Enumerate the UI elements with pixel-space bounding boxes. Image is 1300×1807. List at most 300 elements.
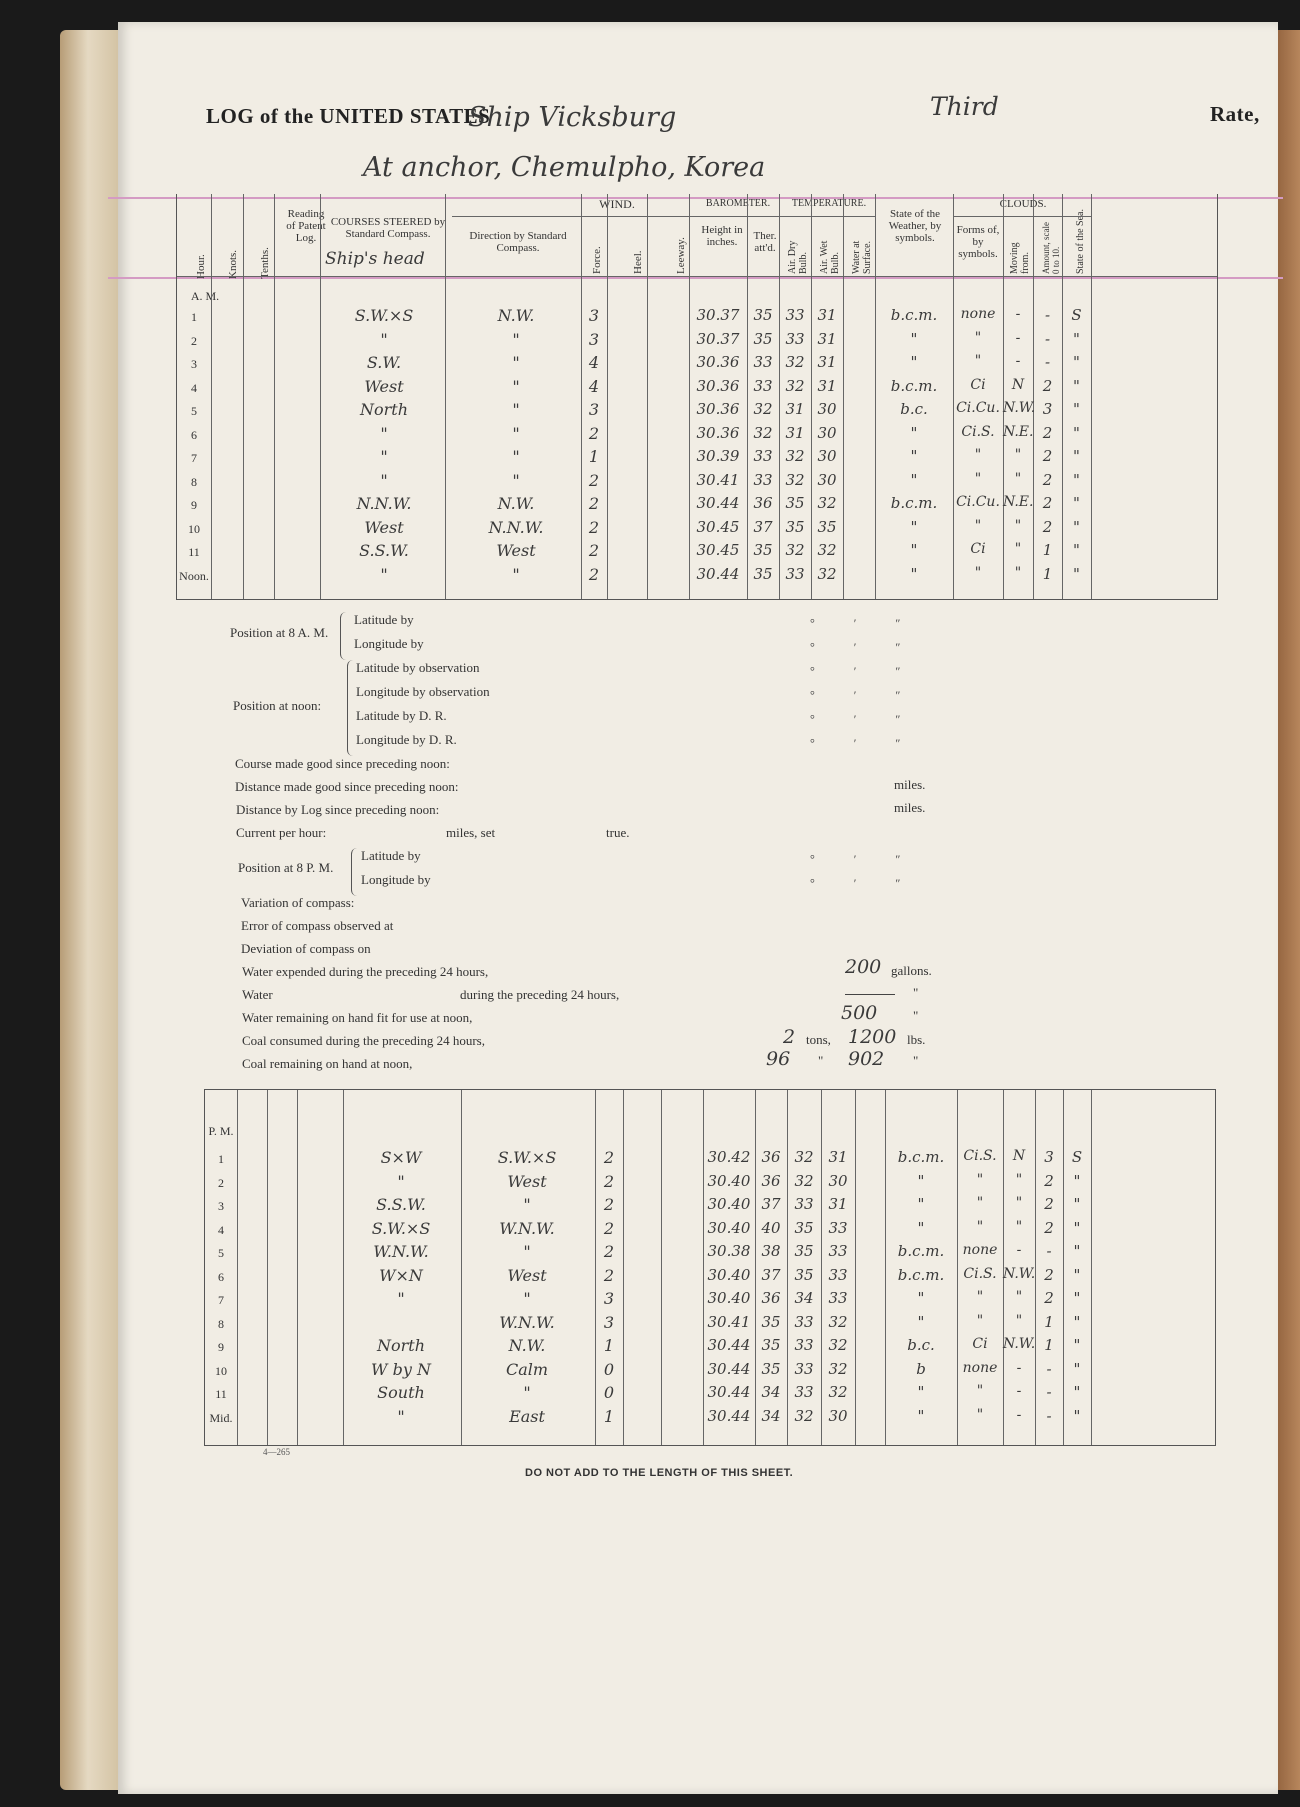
table-column-rule	[623, 1090, 624, 1445]
coal-remaining-lbs-ditto: "	[913, 1053, 919, 1068]
col-sea-header: State of the Sea.	[1075, 209, 1086, 274]
cell-moving: "	[1015, 1171, 1023, 1188]
cell-wet: 32	[828, 1383, 848, 1401]
table-column-rule	[843, 194, 844, 599]
cell-wet: 33	[828, 1265, 848, 1284]
cell-dry: 32	[785, 353, 805, 371]
cell-amount: 3	[1044, 1148, 1054, 1166]
cell-wind: East	[509, 1406, 545, 1426]
cell-wet: 31	[828, 1195, 848, 1213]
cell-height: 30.36	[696, 400, 740, 418]
cell-wet: 35	[817, 517, 837, 536]
cell-hour: 5	[218, 1246, 224, 1260]
cell-hour: Mid.	[209, 1410, 233, 1425]
cell-wind: S.W.×S	[497, 1148, 557, 1167]
cell-weather: "	[917, 1312, 925, 1331]
cell-amount: 2	[1044, 1195, 1054, 1213]
cell-hour: 7	[218, 1293, 224, 1307]
cell-height: 30.45	[696, 517, 740, 536]
cell-weather: b.c.m.	[890, 376, 938, 395]
cell-weather: "	[917, 1171, 925, 1190]
cell-ther: 35	[761, 1312, 781, 1331]
cell-dry: 35	[785, 517, 805, 536]
lbs-label: lbs.	[907, 1032, 926, 1047]
cell-wind: West	[496, 541, 536, 560]
cell-dry: 32	[785, 447, 805, 465]
lat-dr: Latitude by D. R.	[356, 708, 447, 723]
cell-wet: 30	[817, 470, 837, 489]
cell-course: W by N	[371, 1359, 431, 1379]
cell-weather: b.c.	[907, 1336, 935, 1354]
cell-height: 30.40	[707, 1171, 751, 1190]
deviation: Deviation of compass on	[241, 941, 371, 956]
cell-forms: "	[974, 517, 982, 534]
cell-amount: -	[1046, 1383, 1052, 1401]
table-column-rule	[875, 194, 876, 599]
degree-marks: ° ′ ″	[810, 664, 919, 678]
cell-ther: 36	[753, 494, 773, 512]
water-expended: Water expended during the preceding 24 hours,	[242, 964, 489, 979]
cell-forms: "	[974, 470, 982, 487]
table-column-rule	[237, 1090, 238, 1445]
cell-weather: b.c.m.	[897, 1242, 945, 1260]
table-column-rule	[607, 194, 608, 599]
cell-wet: 30	[817, 423, 837, 442]
brace-mark	[351, 848, 358, 896]
cell-forms: "	[976, 1289, 984, 1305]
cell-course: S.S.W.	[359, 541, 409, 560]
table-column-rule	[811, 194, 812, 599]
tons-label: tons,	[806, 1032, 831, 1047]
cell-forms: "	[974, 447, 982, 463]
coal-consumed: Coal consumed during the preceding 24 hours,	[242, 1033, 485, 1048]
pm-log-table	[204, 1089, 1216, 1446]
cell-forms: "	[974, 564, 982, 581]
cell-course: W×N	[379, 1265, 423, 1285]
brace-mark	[340, 612, 347, 660]
degree-marks: ° ′ ″	[810, 616, 919, 630]
cell-dry: 35	[794, 1265, 814, 1284]
table-column-rule	[1091, 1090, 1092, 1445]
cell-course: "	[380, 423, 388, 443]
ships-head-label: Ship's head	[325, 249, 425, 269]
cell-wind: "	[512, 564, 520, 584]
dist-good-miles: miles.	[894, 777, 926, 792]
cell-weather: "	[910, 329, 918, 348]
cell-wind: "	[512, 423, 520, 443]
cell-wet: 32	[817, 494, 837, 512]
cell-amount: 2	[1042, 494, 1053, 512]
cell-sea: "	[1073, 564, 1080, 583]
cell-height: 30.37	[696, 306, 740, 324]
cell-course: "	[397, 1171, 405, 1191]
col-heel-header: Heel.	[632, 250, 644, 274]
pos-noon-label: Position at noon:	[233, 698, 322, 713]
cell-forms: Ci.S.	[961, 423, 995, 440]
pos-8pm-lon: Longitude by	[361, 872, 431, 887]
cell-wind: "	[512, 329, 520, 349]
cell-amount: 3	[1042, 400, 1053, 418]
cell-course: W.N.W.	[373, 1242, 429, 1261]
cell-sea: "	[1073, 1406, 1081, 1425]
cell-ther: 35	[753, 306, 773, 324]
cell-ther: 36	[761, 1171, 781, 1190]
cell-hour: 9	[218, 1340, 224, 1354]
col-ther-header: Ther. att'd.	[753, 230, 777, 254]
table-column-rule	[274, 194, 275, 599]
cell-force: 2	[588, 564, 600, 584]
course-good: Course made good since preceding noon:	[235, 756, 450, 771]
cell-course: West	[364, 517, 404, 537]
cell-forms: Ci.S.	[963, 1265, 997, 1282]
cell-hour: 6	[191, 427, 197, 442]
cell-sea: "	[1073, 423, 1080, 442]
cell-amount: -	[1044, 353, 1051, 371]
cell-wind: West	[507, 1265, 547, 1285]
cell-amount: 2	[1044, 1218, 1054, 1237]
col-moving-header: Moving from.	[1009, 242, 1031, 274]
cell-sea: "	[1073, 517, 1080, 536]
cell-height: 30.44	[707, 1336, 751, 1354]
cell-course: S.W.×S	[371, 1218, 431, 1238]
cell-height: 30.36	[696, 353, 740, 371]
cell-weather: b.c.	[900, 400, 928, 418]
dist-log: Distance by Log since preceding noon:	[236, 802, 440, 817]
water-expended-value: 200	[845, 956, 882, 978]
cell-height: 30.40	[707, 1218, 751, 1237]
cell-height: 30.40	[707, 1195, 751, 1213]
cell-course: West	[364, 376, 404, 396]
cell-force: 3	[588, 329, 600, 349]
cell-height: 30.44	[696, 494, 740, 512]
cell-ther: 38	[761, 1242, 781, 1260]
cell-ther: 37	[753, 517, 773, 536]
cell-amount: 2	[1042, 423, 1053, 442]
cell-course: N.N.W.	[356, 494, 412, 513]
cell-force: 2	[603, 1218, 615, 1238]
water-label: Water	[242, 987, 273, 1002]
cell-sea: "	[1073, 1242, 1081, 1260]
cell-force: 1	[603, 1336, 615, 1355]
cell-hour: 1	[191, 310, 197, 324]
cell-course: "	[397, 1289, 405, 1308]
cell-weather: b.c.m.	[890, 306, 938, 324]
cell-force: 2	[603, 1195, 615, 1214]
error-of-compass: Error of compass observed at	[241, 918, 394, 933]
table-column-rule	[1062, 194, 1063, 599]
cell-sea: "	[1073, 1171, 1081, 1190]
cell-course: "	[380, 564, 388, 584]
cell-dry: 32	[785, 470, 805, 489]
cell-ther: 35	[753, 329, 773, 348]
cell-dry: 33	[794, 1336, 814, 1354]
cell-sea: "	[1073, 1383, 1081, 1401]
cell-course: S×W	[380, 1148, 422, 1167]
table-column-rule	[779, 194, 780, 599]
cell-wind: "	[512, 353, 520, 372]
cell-wet: 32	[828, 1359, 848, 1378]
degree-marks: ° ′ ″	[810, 876, 919, 890]
table-column-rule	[297, 1090, 298, 1445]
cell-forms: "	[974, 353, 982, 369]
cell-hour: 6	[218, 1269, 224, 1284]
cell-wet: 31	[817, 376, 837, 395]
cell-height: 30.44	[707, 1359, 751, 1378]
cell-hour: 11	[215, 1387, 227, 1401]
cell-weather: b	[916, 1359, 926, 1378]
cell-height: 30.44	[707, 1406, 751, 1425]
cell-wind: W.N.W.	[499, 1218, 555, 1238]
cell-wind: N.N.W.	[488, 517, 544, 537]
cell-moving: -	[1015, 353, 1021, 369]
ship-location: At anchor, Chemulpho, Korea	[363, 152, 766, 183]
pos-8pm-lat: Latitude by	[361, 848, 421, 863]
cell-weather: "	[910, 541, 918, 559]
cell-wet: 31	[817, 353, 837, 371]
cell-moving: "	[1015, 1218, 1023, 1235]
cell-dry: 35	[794, 1242, 814, 1260]
cell-amount: -	[1046, 1406, 1052, 1425]
cell-amount: -	[1046, 1242, 1052, 1260]
cell-wind: N.W.	[508, 1336, 546, 1355]
cell-dry: 33	[794, 1383, 814, 1401]
cell-moving: -	[1016, 1359, 1022, 1376]
cell-force: 2	[588, 494, 600, 513]
cell-hour: 7	[191, 451, 197, 465]
cell-wet: 30	[828, 1171, 848, 1190]
cell-amount: 2	[1044, 1171, 1054, 1190]
cell-sea: "	[1073, 1265, 1081, 1284]
col-wind-direction-header: Direction by Standard Compass.	[469, 230, 567, 254]
col-knots-header: Knots.	[227, 249, 239, 279]
cell-force: 2	[588, 470, 600, 490]
cell-forms: Ci.Cu.	[956, 400, 1000, 416]
table-column-rule	[461, 1090, 462, 1445]
cell-height: 30.41	[707, 1312, 751, 1331]
cell-moving: "	[1014, 517, 1022, 534]
rate-label: Rate,	[1210, 102, 1260, 126]
cell-height: 30.39	[696, 447, 740, 465]
cell-ther: 33	[753, 470, 773, 489]
cell-wet: 31	[817, 306, 837, 324]
cell-moving: N.W.	[1003, 1265, 1036, 1282]
cell-force: 2	[603, 1265, 615, 1285]
cell-course: North	[359, 400, 408, 419]
cell-sea: "	[1073, 470, 1080, 489]
cell-dry: 33	[785, 564, 805, 583]
cell-moving: "	[1014, 564, 1022, 581]
table-column-rule	[581, 194, 582, 599]
cell-wet: 30	[817, 447, 837, 465]
cell-force: 1	[603, 1406, 615, 1426]
cell-dry: 33	[794, 1359, 814, 1378]
cell-ther: 33	[753, 376, 773, 395]
cell-amount: 2	[1042, 517, 1053, 536]
cell-height: 30.36	[696, 376, 740, 395]
cell-moving: N.E.	[1003, 423, 1034, 440]
cell-wind: N.W.	[497, 494, 535, 513]
cell-sea: S	[1071, 1148, 1083, 1166]
cell-forms: "	[976, 1383, 984, 1399]
cell-ther: 33	[753, 447, 773, 465]
col-amount-header: Amount, scale 0 to 10.	[1041, 222, 1061, 274]
cell-forms: "	[974, 329, 982, 346]
cell-moving: -	[1015, 306, 1021, 322]
cell-sea: "	[1073, 1336, 1081, 1354]
cell-wet: 33	[828, 1242, 848, 1260]
cell-amount: 2	[1042, 447, 1053, 465]
table-column-rule	[243, 194, 244, 599]
gallons-label: gallons.	[891, 963, 932, 978]
cell-wind: "	[523, 1383, 531, 1402]
cell-moving: N.W.	[1003, 400, 1036, 416]
col-air-wet-header: Air. Wet Bulb.	[819, 240, 841, 274]
current-per-hour: Current per hour:	[236, 825, 327, 840]
log-page	[118, 22, 1278, 1794]
cell-wind: "	[512, 470, 520, 490]
cell-force: 1	[588, 447, 600, 466]
cell-course: S.S.W.	[376, 1195, 426, 1214]
current-true: true.	[606, 825, 630, 840]
cell-dry: 34	[794, 1289, 814, 1307]
footer-notice: DO NOT ADD TO THE LENGTH OF THIS SHEET.	[525, 1467, 794, 1479]
cell-dry: 32	[794, 1171, 814, 1190]
cell-wet: 32	[828, 1336, 848, 1354]
cell-sea: "	[1073, 400, 1080, 418]
cell-moving: N	[1012, 1148, 1026, 1164]
cell-hour: 4	[218, 1222, 224, 1237]
cell-wet: 32	[817, 541, 837, 559]
col-tenths-header: Tenths.	[259, 247, 271, 279]
cell-dry: 35	[785, 494, 805, 512]
cell-wet: 31	[817, 329, 837, 348]
cell-sea: S	[1071, 306, 1082, 324]
cell-moving: N.W.	[1003, 1336, 1036, 1352]
col-wind-header: WIND.	[599, 197, 635, 211]
cell-sea: "	[1073, 353, 1080, 371]
cell-force: 4	[588, 353, 600, 372]
table-column-rule	[855, 1090, 856, 1445]
cell-ther: 35	[753, 541, 773, 559]
cell-height: 30.41	[696, 470, 740, 489]
cell-course: "	[380, 447, 388, 466]
degree-marks: ° ′ ″	[810, 736, 919, 750]
cell-force: 2	[603, 1148, 615, 1167]
cell-hour: 3	[191, 357, 197, 371]
cell-weather: "	[910, 470, 918, 489]
table-column-rule	[1091, 194, 1092, 599]
cell-height: 30.38	[707, 1242, 751, 1260]
cell-hour: 3	[218, 1199, 224, 1213]
degree-marks: ° ′ ″	[810, 688, 919, 702]
cell-wet: 33	[828, 1289, 848, 1307]
cell-sea: "	[1073, 329, 1080, 348]
table-column-rule	[1033, 194, 1034, 599]
cell-dry: 33	[785, 329, 805, 348]
cell-weather: "	[917, 1406, 925, 1425]
table-column-rule	[953, 194, 954, 599]
water-ditto: "	[913, 985, 919, 1000]
cell-ther: 34	[761, 1383, 781, 1401]
pos-8pm-label: Position at 8 P. M.	[238, 860, 334, 875]
water-during: during the preceding 24 hours,	[460, 987, 620, 1002]
cell-ther: 36	[761, 1289, 781, 1307]
cell-wind: West	[507, 1171, 547, 1191]
table-column-rule	[747, 194, 748, 599]
am-log-table	[176, 194, 1218, 600]
cell-amount: 1	[1044, 1312, 1054, 1331]
cell-forms: none	[962, 1359, 998, 1376]
col-air-dry-header: Air. Dry Bulb.	[787, 240, 809, 274]
cell-moving: "	[1015, 1289, 1023, 1305]
table-column-rule	[661, 1090, 662, 1445]
coal-lbs-value: 1200	[848, 1026, 897, 1048]
cell-dry: 32	[794, 1406, 814, 1425]
cell-force: 3	[603, 1312, 615, 1332]
cell-ther: 35	[753, 564, 773, 583]
table-column-rule	[689, 194, 690, 599]
cell-ther: 36	[761, 1148, 781, 1166]
cell-hour: 10	[188, 521, 200, 536]
cell-forms: "	[976, 1312, 984, 1329]
table-column-rule	[445, 194, 446, 599]
cell-sea: "	[1073, 1359, 1081, 1378]
cell-hour: 2	[218, 1175, 224, 1190]
water-remaining-ditto: "	[913, 1008, 919, 1023]
cell-wind: W.N.W.	[499, 1312, 555, 1332]
cell-force: 4	[588, 376, 600, 396]
cell-sea: "	[1073, 447, 1080, 465]
cell-force: 2	[588, 517, 600, 537]
coal-tons-value: 2	[783, 1026, 796, 1048]
cell-course: S.W.×S	[354, 306, 414, 325]
cell-forms: Ci	[970, 376, 986, 393]
cell-amount: 2	[1044, 1265, 1054, 1284]
table-column-rule	[211, 194, 212, 599]
cell-hour: 1	[218, 1152, 224, 1166]
cell-dry: 35	[794, 1218, 814, 1237]
cell-forms: none	[960, 306, 996, 322]
cell-wind: "	[523, 1289, 531, 1308]
cell-ther: 40	[761, 1218, 781, 1237]
cell-dry: 33	[794, 1195, 814, 1213]
cell-moving: "	[1014, 541, 1022, 557]
cell-weather: "	[917, 1383, 925, 1401]
cell-course: North	[376, 1336, 425, 1355]
cell-force: 0	[603, 1359, 615, 1379]
cell-force: 0	[603, 1383, 615, 1402]
col-forms-header: Forms of, by symbols.	[956, 224, 1000, 260]
cell-ther: 37	[761, 1195, 781, 1213]
cell-height: 30.37	[696, 329, 740, 348]
water-remaining-value: 500	[841, 1002, 878, 1024]
cell-wind: Calm	[505, 1359, 549, 1379]
cell-wet: 31	[828, 1148, 848, 1166]
cell-amount: -	[1044, 329, 1051, 348]
cell-dry: 32	[785, 376, 805, 395]
cell-height: 30.36	[696, 423, 740, 442]
water-dash	[845, 994, 895, 995]
col-clouds-header: CLOUDS.	[999, 198, 1047, 210]
cell-amount: 2	[1042, 376, 1053, 395]
cell-amount: -	[1046, 1359, 1052, 1378]
col-force-header: Force.	[591, 246, 603, 274]
cell-force: 2	[603, 1171, 615, 1191]
cell-wind: "	[512, 400, 520, 419]
cell-forms: Ci.Cu.	[956, 494, 1000, 510]
cell-ther: 34	[761, 1406, 781, 1425]
cell-sea: "	[1073, 1195, 1081, 1213]
